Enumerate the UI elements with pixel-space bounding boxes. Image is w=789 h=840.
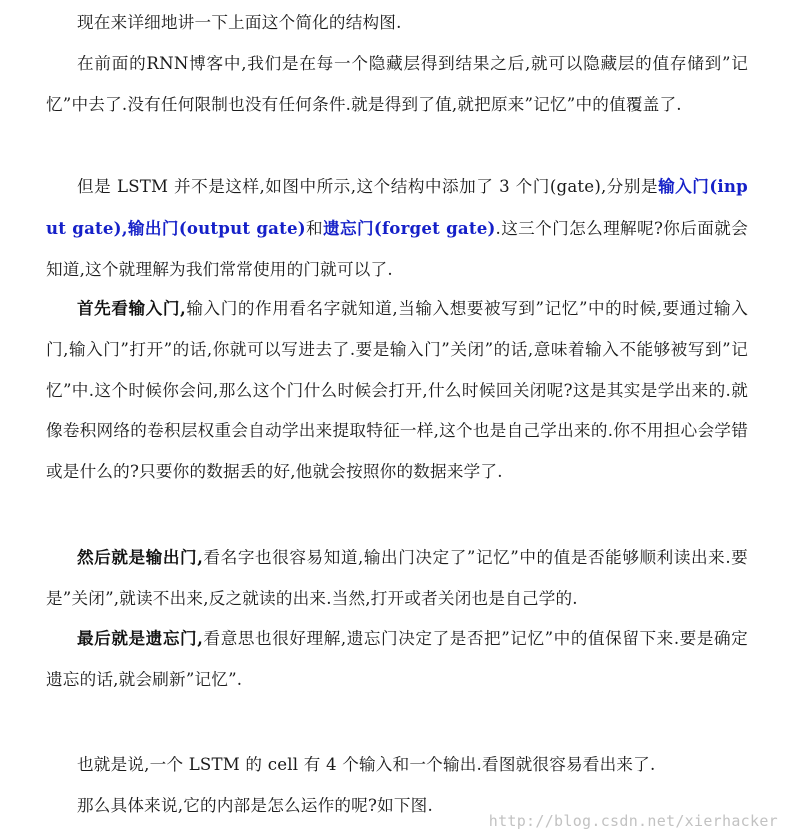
gate-separator-and: 和 [305, 218, 323, 238]
gate-separator-comma: , [121, 217, 128, 238]
input-gate-highlight: 输入门(input gate) [46, 176, 748, 238]
paragraph-lstm-gates-after: .这三个门怎么理解呢?你后面就会知道,这个就理解为我们常常使用的门就可以了. [46, 218, 749, 279]
blog-watermark: http://blog.csdn.net/xierhacker [488, 812, 778, 830]
paragraph-rnn-memory-text: 在前面的RNN博客中,我们是在每一个隐藏层得到结果之后,就可以隐藏层的值存储到”记忆”中去了.没有任何限制也没有任何条件.就是得到了值,就把原来”记忆”中的值覆盖了. [46, 54, 748, 114]
paragraph-lstm-gates-before: 但是 LSTM 并不是这样,如图中所示,这个结构中添加了 3 个门(gate),分别是 [77, 177, 659, 196]
paragraph-rnn-memory [46, 44, 748, 126]
output-gate-lead: 然后就是输出门, [77, 547, 204, 567]
paragraph-intro [46, 3, 748, 44]
output-gate-highlight: 输出门(output gate) [127, 217, 306, 238]
paragraph-output-gate [46, 537, 748, 620]
paragraph-input-gate-text: 输入门的作用看名字就知道,当输入想要被写到”记忆”中的时候,要通过输入门,输入门”打开”的话,你就可以写进去了.要是输入门”关闭”的话,意味着输入不能够被写到”记忆”中.这个时候你会问,那么这个门什么时候会打开,什么时候回关闭呢?这是其实是学出来的.就像卷积网络的卷积层权重会自动学出来提取特征一样,这个也是自己学出来的.你不用担心会学错或是什么的?只要你的数据丢的好,他就会按照你的数据来学了. [46, 299, 748, 482]
forget-gate-lead: 最后就是遗忘门, [77, 628, 204, 648]
paragraph-forget-gate [46, 618, 748, 701]
paragraph-forget-gate-text: 看意思也很好理解,遗忘门决定了是否把”记忆”中的值保留下来.要是确定遗忘的话,就会刷新”记忆”. [46, 629, 748, 689]
input-gate-lead: 首先看输入门, [77, 298, 186, 318]
paragraph-intro-text: 现在来详细地讲一下上面这个简化的结构图. [77, 13, 402, 32]
forget-gate-highlight: 遗忘门(forget gate) [322, 217, 496, 238]
paragraph-cell-io [46, 745, 748, 786]
paragraph-output-gate-text: 看名字也很容易知道,输出门决定了”记忆”中的值是否能够顺利读出来.要是”关闭”,就读不出来,反之就读的出来.当然,打开或者关闭也是自己学的. [46, 548, 748, 608]
paragraph-input-gate [46, 288, 748, 493]
paragraph-next-text: 那么具体来说,它的内部是怎么运作的呢?如下图. [77, 796, 433, 815]
paragraph-lstm-gates [46, 166, 748, 290]
paragraph-cell-io-text: 也就是说,一个 LSTM 的 cell 有 4 个输入和一个输出.看图就很容易看出来了. [77, 755, 656, 774]
